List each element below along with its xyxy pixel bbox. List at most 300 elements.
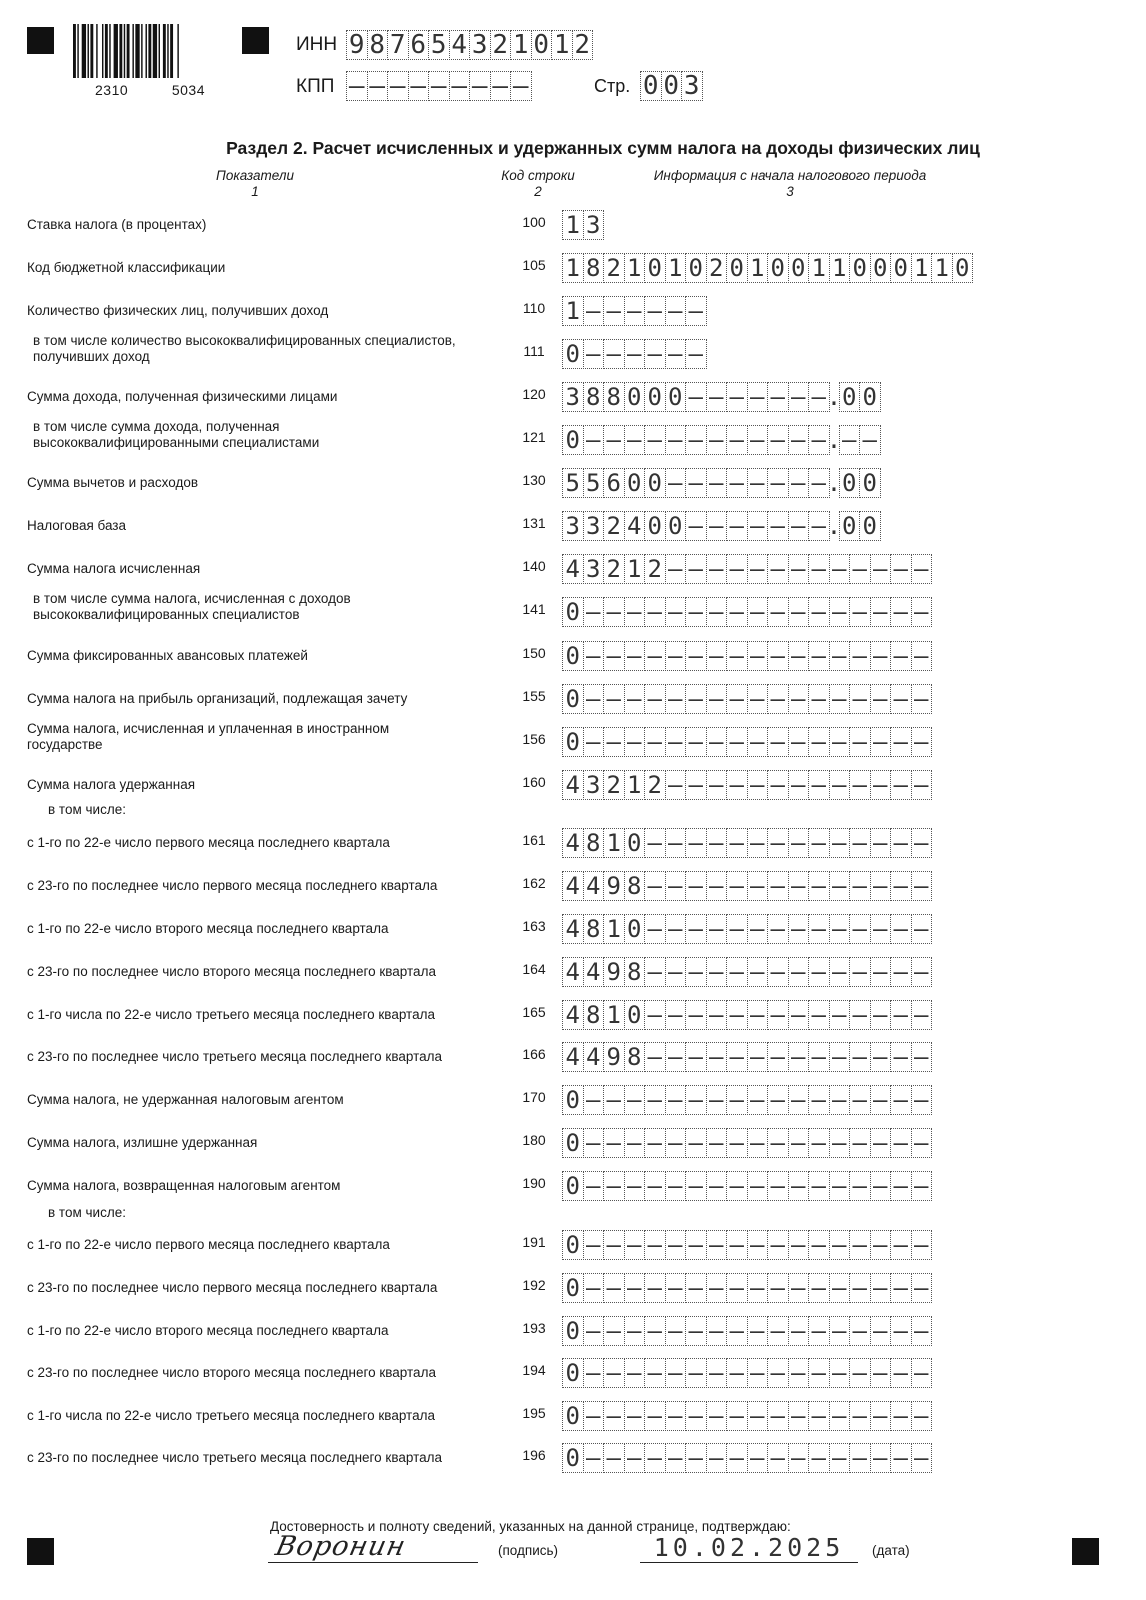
row-label-164: с 23-го по последнее число второго месяца последнего квартала <box>27 964 436 979</box>
comb-cell: – <box>726 1128 748 1158</box>
comb-cell: – <box>583 684 605 714</box>
comb-cell: – <box>767 1273 789 1303</box>
comb-cell: 1 <box>551 30 573 60</box>
comb-cell: – <box>685 296 707 326</box>
comb-cell: – <box>726 1042 748 1072</box>
row-value-191[interactable] <box>562 1230 931 1260</box>
row-value-166[interactable] <box>562 1042 931 1072</box>
comb-cell: – <box>829 1443 851 1473</box>
comb-cell: 8 <box>583 253 605 283</box>
comb-cell: 0 <box>661 71 683 101</box>
comb-cell: – <box>808 1171 830 1201</box>
comb-cell: – <box>706 468 728 498</box>
row-value-180[interactable] <box>562 1128 931 1158</box>
comb-cell: – <box>890 727 912 757</box>
comb-cell: – <box>665 1171 687 1201</box>
comb-cell: – <box>583 1128 605 1158</box>
comb-cell: – <box>829 554 851 584</box>
comb-cell: – <box>665 1358 687 1388</box>
row-code-180: 180 <box>522 1132 546 1148</box>
comb-cell: – <box>849 871 871 901</box>
comb-cell: – <box>870 1042 892 1072</box>
comb-cell: – <box>706 957 728 987</box>
comb-cell: – <box>767 1443 789 1473</box>
comb-cell: – <box>747 770 769 800</box>
comb-cell: – <box>685 727 707 757</box>
comb-cell: – <box>685 511 707 541</box>
row-label-170: Сумма налога, не удержанная налоговым агентом <box>27 1092 344 1107</box>
comb-cell: – <box>747 597 769 627</box>
row-value-111[interactable] <box>562 339 706 369</box>
comb-cell: – <box>624 425 646 455</box>
comb-cell: – <box>911 957 933 987</box>
row-value-194[interactable] <box>562 1358 931 1388</box>
comb-cell: – <box>808 727 830 757</box>
comb-cell: 9 <box>346 30 368 60</box>
comb-cell: – <box>849 1443 871 1473</box>
comb-cell: – <box>726 684 748 714</box>
comb-cell: – <box>870 1273 892 1303</box>
row-label-100: Ставка налога (в процентах) <box>27 217 207 232</box>
column-head-code-num: 2 <box>534 184 542 199</box>
kpp-field[interactable] <box>346 71 531 101</box>
comb-cell: – <box>911 914 933 944</box>
comb-cell: – <box>706 597 728 627</box>
comb-cell: – <box>624 1443 646 1473</box>
comb-cell: – <box>665 1401 687 1431</box>
comb-cell: – <box>603 684 625 714</box>
barcode <box>73 24 213 78</box>
row-code-161: 161 <box>522 832 546 848</box>
comb-cell: 1 <box>510 30 532 60</box>
comb-cell: – <box>685 1443 707 1473</box>
comb-cell: 8 <box>624 1042 646 1072</box>
decimal-point: . <box>826 512 842 540</box>
comb-cell: – <box>788 727 810 757</box>
comb-cell: 3 <box>562 382 584 412</box>
row-code-140: 140 <box>522 558 546 574</box>
comb-cell: – <box>603 597 625 627</box>
comb-cell: – <box>706 641 728 671</box>
comb-cell: – <box>849 727 871 757</box>
comb-cell: 0 <box>624 468 646 498</box>
comb-cell: – <box>870 554 892 584</box>
row-code-141: 141 <box>522 601 546 617</box>
comb-cell: – <box>665 871 687 901</box>
comb-cell: 2 <box>603 511 625 541</box>
comb-cell: – <box>911 1316 933 1346</box>
comb-cell: – <box>890 1000 912 1030</box>
row-value-121[interactable] <box>562 425 880 455</box>
comb-cell: – <box>808 1085 830 1115</box>
comb-cell: 0 <box>562 641 584 671</box>
comb-cell: – <box>911 1358 933 1388</box>
comb-cell: – <box>644 1000 666 1030</box>
comb-cell: – <box>726 425 748 455</box>
comb-cell: – <box>911 641 933 671</box>
row-value-156[interactable] <box>562 727 931 757</box>
kpp-label: КПП <box>296 76 335 97</box>
row-value-160[interactable] <box>562 770 931 800</box>
comb-cell: – <box>829 1316 851 1346</box>
comb-cell: 1 <box>624 554 646 584</box>
comb-cell: – <box>767 1171 789 1201</box>
comb-cell: 0 <box>531 30 553 60</box>
comb-cell: – <box>644 597 666 627</box>
comb-cell: 0 <box>562 1358 584 1388</box>
row-label-130: Сумма вычетов и расходов <box>27 475 199 490</box>
row-label-191: с 1-го по 22-е число первого месяца последнего квартала <box>27 1237 390 1252</box>
comb-cell: 3 <box>562 511 584 541</box>
comb-cell: 1 <box>603 828 625 858</box>
comb-cell: – <box>706 1230 728 1260</box>
date-field[interactable]: 10.02.2025 <box>640 1533 858 1563</box>
row-code-111: 111 <box>523 343 545 359</box>
page-number-field[interactable] <box>640 71 702 101</box>
comb-cell: 4 <box>562 871 584 901</box>
comb-cell: – <box>767 727 789 757</box>
row-value-161[interactable] <box>562 828 931 858</box>
row-code-120: 120 <box>522 386 546 402</box>
row-value-163[interactable] <box>562 914 931 944</box>
comb-cell: 2 <box>706 253 728 283</box>
row-label-166: с 23-го по последнее число третьего месяца последнего квартала <box>27 1049 442 1064</box>
comb-cell: – <box>747 684 769 714</box>
comb-cell: – <box>706 382 728 412</box>
comb-cell: 8 <box>367 30 389 60</box>
comb-cell: – <box>829 1230 851 1260</box>
comb-cell: – <box>665 554 687 584</box>
decimal-point: . <box>826 469 842 497</box>
comb-cell: – <box>685 641 707 671</box>
comb-cell: 1 <box>562 296 584 326</box>
column-head-indicators-num: 1 <box>251 184 259 199</box>
comb-cell: 4 <box>583 871 605 901</box>
comb-cell: – <box>890 1128 912 1158</box>
comb-cell: 3 <box>681 71 703 101</box>
row-value-195[interactable] <box>562 1401 931 1431</box>
comb-cell: – <box>603 1230 625 1260</box>
row-label-121: в том числе сумма дохода, полученная высококвалифицированными специалистами <box>33 419 320 450</box>
row-value-120[interactable] <box>562 382 880 412</box>
comb-cell: – <box>726 1085 748 1115</box>
row-value-131[interactable] <box>562 511 880 541</box>
comb-cell: – <box>870 1000 892 1030</box>
comb-cell: – <box>911 554 933 584</box>
comb-cell: – <box>890 957 912 987</box>
comb-cell: 0 <box>562 684 584 714</box>
row-label-162: с 23-го по последнее число первого месяца последнего квартала <box>27 878 438 893</box>
comb-cell: – <box>767 1316 789 1346</box>
comb-cell: – <box>911 1230 933 1260</box>
row-code-192: 192 <box>522 1277 546 1293</box>
comb-cell: – <box>849 1000 871 1030</box>
comb-cell: – <box>706 684 728 714</box>
comb-cell: 3 <box>583 511 605 541</box>
comb-cell: – <box>490 71 512 101</box>
comb-cell: – <box>726 1358 748 1388</box>
comb-cell: – <box>706 511 728 541</box>
row-label-131: Налоговая база <box>27 518 126 533</box>
comb-cell: – <box>665 1316 687 1346</box>
comb-cell: – <box>644 1042 666 1072</box>
comb-cell: 5 <box>428 30 450 60</box>
comb-cell: – <box>890 1443 912 1473</box>
comb-cell: – <box>829 727 851 757</box>
comb-cell: – <box>665 828 687 858</box>
comb-cell: – <box>747 1000 769 1030</box>
comb-cell: – <box>890 828 912 858</box>
row-value-155[interactable] <box>562 684 931 714</box>
comb-cell: – <box>603 425 625 455</box>
comb-cell: 1 <box>624 253 646 283</box>
comb-cell: – <box>808 1443 830 1473</box>
comb-cell: 0 <box>644 511 666 541</box>
comb-cell: – <box>726 1401 748 1431</box>
comb-cell: – <box>829 1358 851 1388</box>
comb-cell: – <box>726 641 748 671</box>
comb-cell: – <box>890 1358 912 1388</box>
comb-cell: – <box>767 1042 789 1072</box>
comb-cell: – <box>665 1042 687 1072</box>
comb-cell: – <box>911 684 933 714</box>
inn-label: ИНН <box>296 34 338 55</box>
row-label-120: Сумма дохода, полученная физическими лицами <box>27 389 338 404</box>
comb-cell: – <box>890 1085 912 1115</box>
comb-cell: – <box>747 1443 769 1473</box>
comb-cell: – <box>706 871 728 901</box>
row-value-196[interactable] <box>562 1443 931 1473</box>
comb-cell: – <box>808 957 830 987</box>
comb-cell: 0 <box>644 253 666 283</box>
row-label-105: Код бюджетной классификации <box>27 260 226 275</box>
comb-cell: – <box>829 1000 851 1030</box>
comb-cell: 0 <box>849 253 871 283</box>
comb-cell: – <box>583 641 605 671</box>
comb-cell: – <box>747 1358 769 1388</box>
comb-cell: – <box>808 1000 830 1030</box>
comb-cell: – <box>849 1042 871 1072</box>
comb-cell: – <box>747 914 769 944</box>
comb-cell: – <box>870 957 892 987</box>
row-code-190: 190 <box>522 1175 546 1191</box>
comb-cell: – <box>583 1230 605 1260</box>
comb-cell: – <box>644 1128 666 1158</box>
row-label-160: Сумма налога удержанная <box>27 777 196 792</box>
comb-cell: – <box>829 770 851 800</box>
comb-cell: – <box>747 554 769 584</box>
comb-cell: – <box>870 641 892 671</box>
comb-cell: 0 <box>685 253 707 283</box>
comb-cell: – <box>726 597 748 627</box>
row-code-156: 156 <box>522 731 546 747</box>
comb-cell: – <box>788 1230 810 1260</box>
comb-cell: – <box>788 1085 810 1115</box>
comb-cell: – <box>747 468 769 498</box>
inn-field[interactable] <box>346 30 592 60</box>
row-value-190[interactable] <box>562 1171 931 1201</box>
row-value-162[interactable] <box>562 871 931 901</box>
comb-cell: – <box>788 1443 810 1473</box>
row-value-105[interactable] <box>562 253 972 283</box>
comb-cell: 3 <box>583 554 605 584</box>
signature-field[interactable] <box>268 1531 478 1563</box>
row-label-165: с 1-го числа по 22-е число третьего месяца последнего квартала <box>27 1007 435 1022</box>
row-value-150[interactable] <box>562 641 931 671</box>
comb-cell: 4 <box>624 511 646 541</box>
comb-cell: 4 <box>562 1042 584 1072</box>
comb-cell: – <box>747 1128 769 1158</box>
row-value-140[interactable] <box>562 554 931 584</box>
comb-cell: – <box>583 1358 605 1388</box>
comb-cell: – <box>644 641 666 671</box>
comb-cell: 0 <box>562 1316 584 1346</box>
comb-cell: – <box>767 957 789 987</box>
comb-cell: – <box>665 914 687 944</box>
comb-cell: – <box>788 511 810 541</box>
comb-cell: – <box>408 71 430 101</box>
comb-cell: – <box>624 296 646 326</box>
comb-cell: – <box>706 914 728 944</box>
comb-cell: – <box>890 1273 912 1303</box>
comb-cell: – <box>685 1000 707 1030</box>
page-label: Стр. <box>594 76 631 96</box>
comb-cell: – <box>747 871 769 901</box>
comb-cell: – <box>665 727 687 757</box>
comb-cell: – <box>747 828 769 858</box>
comb-cell: – <box>706 1401 728 1431</box>
comb-cell: – <box>685 1042 707 1072</box>
comb-cell: 0 <box>644 468 666 498</box>
comb-cell: – <box>624 727 646 757</box>
comb-cell: – <box>747 382 769 412</box>
comb-cell: – <box>849 914 871 944</box>
comb-cell: – <box>706 1128 728 1158</box>
comb-cell: – <box>706 1443 728 1473</box>
comb-cell: – <box>767 1401 789 1431</box>
comb-cell: – <box>767 828 789 858</box>
comb-cell: – <box>644 871 666 901</box>
comb-cell: – <box>685 957 707 987</box>
comb-cell: – <box>829 641 851 671</box>
comb-cell: – <box>788 641 810 671</box>
row-value-130[interactable] <box>562 468 880 498</box>
comb-cell: – <box>685 1171 707 1201</box>
comb-cell: 1 <box>562 210 584 240</box>
row-code-110: 110 <box>522 300 546 316</box>
row-value-141[interactable] <box>562 597 931 627</box>
comb-cell: – <box>583 1316 605 1346</box>
row-value-193[interactable] <box>562 1316 931 1346</box>
comb-cell: – <box>726 957 748 987</box>
comb-cell: – <box>747 1316 769 1346</box>
comb-cell: 9 <box>603 957 625 987</box>
comb-cell: 0 <box>562 1443 584 1473</box>
comb-cell: – <box>583 425 605 455</box>
comb-cell: – <box>644 1443 666 1473</box>
comb-cell: – <box>644 1358 666 1388</box>
comb-cell: – <box>767 382 789 412</box>
comb-cell: – <box>706 554 728 584</box>
barcode-number-left: 2310 <box>95 82 129 98</box>
comb-cell: – <box>870 1443 892 1473</box>
row-value-165[interactable] <box>562 1000 931 1030</box>
comb-cell: – <box>808 1401 830 1431</box>
comb-cell: 1 <box>624 770 646 800</box>
comb-cell: – <box>788 770 810 800</box>
comb-cell: – <box>870 828 892 858</box>
comb-cell: 0 <box>839 468 861 498</box>
row-value-170[interactable] <box>562 1085 931 1115</box>
comb-cell: – <box>808 1128 830 1158</box>
comb-cell: – <box>788 1042 810 1072</box>
comb-cell: – <box>624 1316 646 1346</box>
comb-cell: – <box>685 554 707 584</box>
comb-cell: – <box>890 871 912 901</box>
comb-cell: – <box>829 597 851 627</box>
column-head-indicators <box>150 168 360 200</box>
comb-cell: – <box>767 468 789 498</box>
comb-cell: – <box>911 1443 933 1473</box>
comb-cell: – <box>685 684 707 714</box>
row-value-192[interactable] <box>562 1273 931 1303</box>
comb-cell: 0 <box>562 597 584 627</box>
row-value-164[interactable] <box>562 957 931 987</box>
row-code-191: 191 <box>522 1234 546 1250</box>
corner-marker-top-right <box>242 27 269 54</box>
comb-cell: 2 <box>490 30 512 60</box>
comb-cell: – <box>346 71 368 101</box>
comb-cell: – <box>603 1273 625 1303</box>
comb-cell: – <box>624 1230 646 1260</box>
comb-cell: – <box>849 828 871 858</box>
comb-cell: 0 <box>859 382 881 412</box>
comb-cell: – <box>665 770 687 800</box>
comb-cell: – <box>665 597 687 627</box>
comb-cell: – <box>624 684 646 714</box>
comb-cell: 0 <box>624 382 646 412</box>
comb-cell: – <box>788 597 810 627</box>
section-title: Раздел 2. Расчет исчисленных и удержанных сумм налога на доходы физических лиц <box>226 138 980 158</box>
row-label-194: с 23-го по последнее число второго месяца последнего квартала <box>27 1365 436 1380</box>
comb-cell: – <box>603 1085 625 1115</box>
comb-cell: – <box>808 1230 830 1260</box>
comb-cell: 0 <box>665 511 687 541</box>
comb-cell: – <box>644 339 666 369</box>
row-label-140: Сумма налога исчисленная <box>27 561 201 576</box>
comb-cell: 3 <box>583 210 605 240</box>
comb-cell: – <box>788 914 810 944</box>
comb-cell: – <box>808 770 830 800</box>
comb-cell: – <box>747 727 769 757</box>
comb-cell: – <box>890 554 912 584</box>
row-value-100[interactable] <box>562 210 603 240</box>
comb-cell: 0 <box>562 1171 584 1201</box>
row-label-193: с 1-го по 22-е число второго месяца последнего квартала <box>27 1323 389 1338</box>
comb-cell: – <box>849 1230 871 1260</box>
row-code-195: 195 <box>522 1405 546 1421</box>
row-label-163: с 1-го по 22-е число второго месяца последнего квартала <box>27 921 389 936</box>
comb-cell: – <box>583 1401 605 1431</box>
row-value-110[interactable] <box>562 296 706 326</box>
comb-cell: – <box>603 641 625 671</box>
comb-cell: – <box>685 382 707 412</box>
comb-cell: 1 <box>562 253 584 283</box>
comb-cell: 0 <box>562 1230 584 1260</box>
comb-cell: – <box>644 914 666 944</box>
comb-cell: – <box>644 1401 666 1431</box>
comb-cell: 0 <box>562 727 584 757</box>
